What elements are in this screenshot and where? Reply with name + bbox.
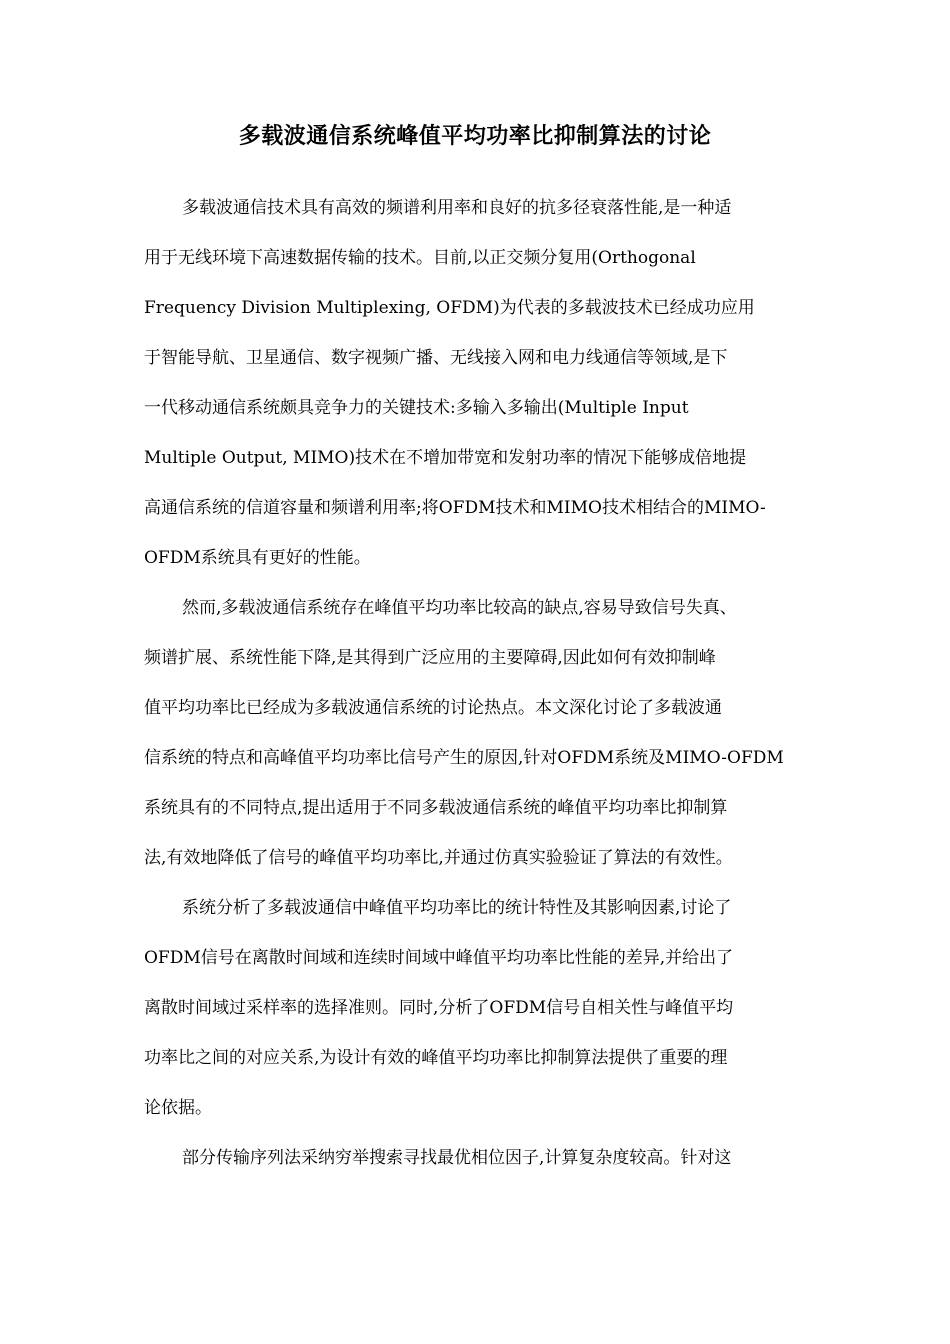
text-line: 信系统的特点和高峰值平均功率比信号产生的原因,针对OFDM系统及MIMO-OFDM xyxy=(144,748,784,768)
text-line: 频谱扩展、系统性能下降,是其得到广泛应用的主要障碍,因此如何有效抑制峰 xyxy=(144,648,716,668)
text-line: 多载波通信技术具有高效的频谱利用率和良好的抗多径衰落性能,是一种适 xyxy=(182,198,732,218)
paragraph-4 xyxy=(144,1133,810,1183)
text-line: 高通信系统的信道容量和频谱利用率;将OFDM技术和MIMO技术相结合的MIMO- xyxy=(144,498,766,518)
text-line: 值平均功率比已经成为多载波通信系统的讨论热点。本文深化讨论了多载波通 xyxy=(144,698,722,718)
text-line: OFDM系统具有更好的性能。 xyxy=(144,548,371,568)
text-line: 离散时间域过采样率的选择准则。同时,分析了OFDM信号自相关性与峰值平均 xyxy=(144,998,734,1018)
paragraph-3 xyxy=(144,883,810,1133)
text-line: 于智能导航、卫星通信、数字视频广播、无线接入网和电力线通信等领域,是下 xyxy=(144,348,728,368)
text-line: 法,有效地降低了信号的峰值平均功率比,并通过仿真实验验证了算法的有效性。 xyxy=(144,848,733,868)
text-line: 功率比之间的对应关系,为设计有效的峰值平均功率比抑制算法提供了重要的理 xyxy=(144,1048,728,1068)
text-line: 系统具有的不同特点,提出适用于不同多载波通信系统的峰值平均功率比抑制算 xyxy=(144,798,728,818)
text-line: 一代移动通信系统颇具竞争力的关键技术:多输入多输出(Multiple Input xyxy=(144,398,689,418)
document-title: 多载波通信系统峰值平均功率比抑制算法的讨论 xyxy=(238,124,712,149)
text-line: 论依据。 xyxy=(144,1098,212,1118)
text-line: 用于无线环境下高速数据传输的技术。目前,以正交频分复用(Orthogonal xyxy=(144,248,696,268)
text-line: 然而,多载波通信系统存在峰值平均功率比较高的缺点,容易导致信号失真、 xyxy=(182,598,737,618)
text-line: Frequency Division Multiplexing, OFDM)为代表的多载波技术已经成功应用 xyxy=(144,298,755,318)
document-body xyxy=(144,183,810,1183)
paragraph-1 xyxy=(144,183,810,583)
text-line: OFDM信号在离散时间域和连续时间域中峰值平均功率比性能的差异,并给出了 xyxy=(144,948,734,968)
text-line: Multiple Output, MIMO)技术在不增加带宽和发射功率的情况下能够成倍地提 xyxy=(144,448,747,468)
paragraph-2 xyxy=(144,583,810,883)
text-line: 部分传输序列法采纳穷举搜索寻找最优相位因子,计算复杂度较高。针对这 xyxy=(182,1148,732,1168)
text-line: 系统分析了多载波通信中峰值平均功率比的统计特性及其影响因素,讨论了 xyxy=(182,898,732,918)
